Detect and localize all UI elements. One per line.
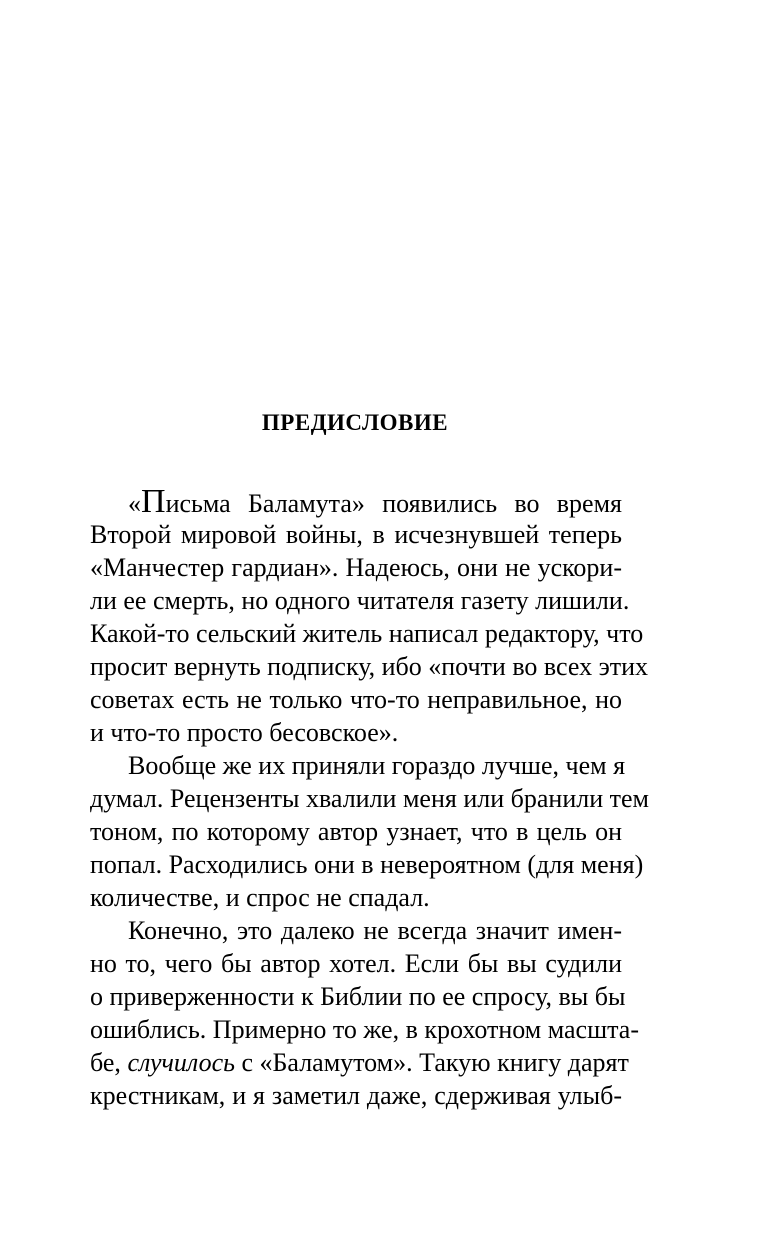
paragraph-line (90, 1046, 629, 1079)
chapter-heading: ПРЕДИСЛОВИЕ (261, 410, 449, 435)
paragraph-line: попал. Расходились они в невероятном (для меня) (90, 850, 644, 879)
paragraph-line: думал. Рецензенты хвалили меня или бранили тем (90, 784, 649, 813)
paragraph-line: тоном, по которому автор узнает, что в цель он (90, 817, 622, 846)
paragraph-line: просит вернуть подписку, ибо «почти во всех этих (90, 652, 649, 681)
body-text (90, 483, 649, 1112)
paragraph-line: Конечно, это далеко не всегда значит имен- (128, 916, 622, 945)
paragraph-line: крестникам, и я заметил даже, сдерживая улыб- (90, 1081, 622, 1110)
line-text: с «Баламутом». Такую книгу дарят (234, 1048, 629, 1077)
line-text: исьма Баламута» появились во время (165, 489, 622, 518)
emphasized-word: случилось (127, 1048, 235, 1077)
paragraph-2 (90, 749, 649, 914)
paragraph-line: советах есть не только что-то неправильное, но (90, 685, 622, 714)
line-text-start: бе, (90, 1048, 128, 1077)
paragraph-line: и что-то просто бесовское». (90, 718, 399, 747)
paragraph-3 (90, 914, 639, 1112)
paragraph-1 (90, 483, 649, 749)
initial-letter: П (141, 483, 166, 520)
paragraph-line: ли ее смерть, но одного читателя газету лишили. (90, 586, 630, 615)
paragraph-line: ошиблись. Примерно то же, в крохотном масшта- (90, 1015, 639, 1044)
paragraph-line: о приверженности к Библии по ее спросу, вы бы (90, 982, 626, 1011)
paragraph-line (90, 485, 622, 518)
opening-quote: « (128, 489, 141, 518)
paragraph-line: Какой-то сельский житель написал редактору, что (90, 619, 644, 648)
paragraph-line: но то, чего бы автор хотел. Если бы вы судили (90, 949, 622, 978)
paragraph-line: количестве, и спрос не спадал. (90, 883, 430, 912)
paragraph-line: Второй мировой войны, в исчезнувшей теперь (90, 520, 622, 549)
paragraph-line: Вообще же их приняли гораздо лучше, чем я (128, 751, 626, 780)
paragraph-line: «Манчестер гардиан». Надеюсь, они не ускори- (90, 553, 622, 582)
